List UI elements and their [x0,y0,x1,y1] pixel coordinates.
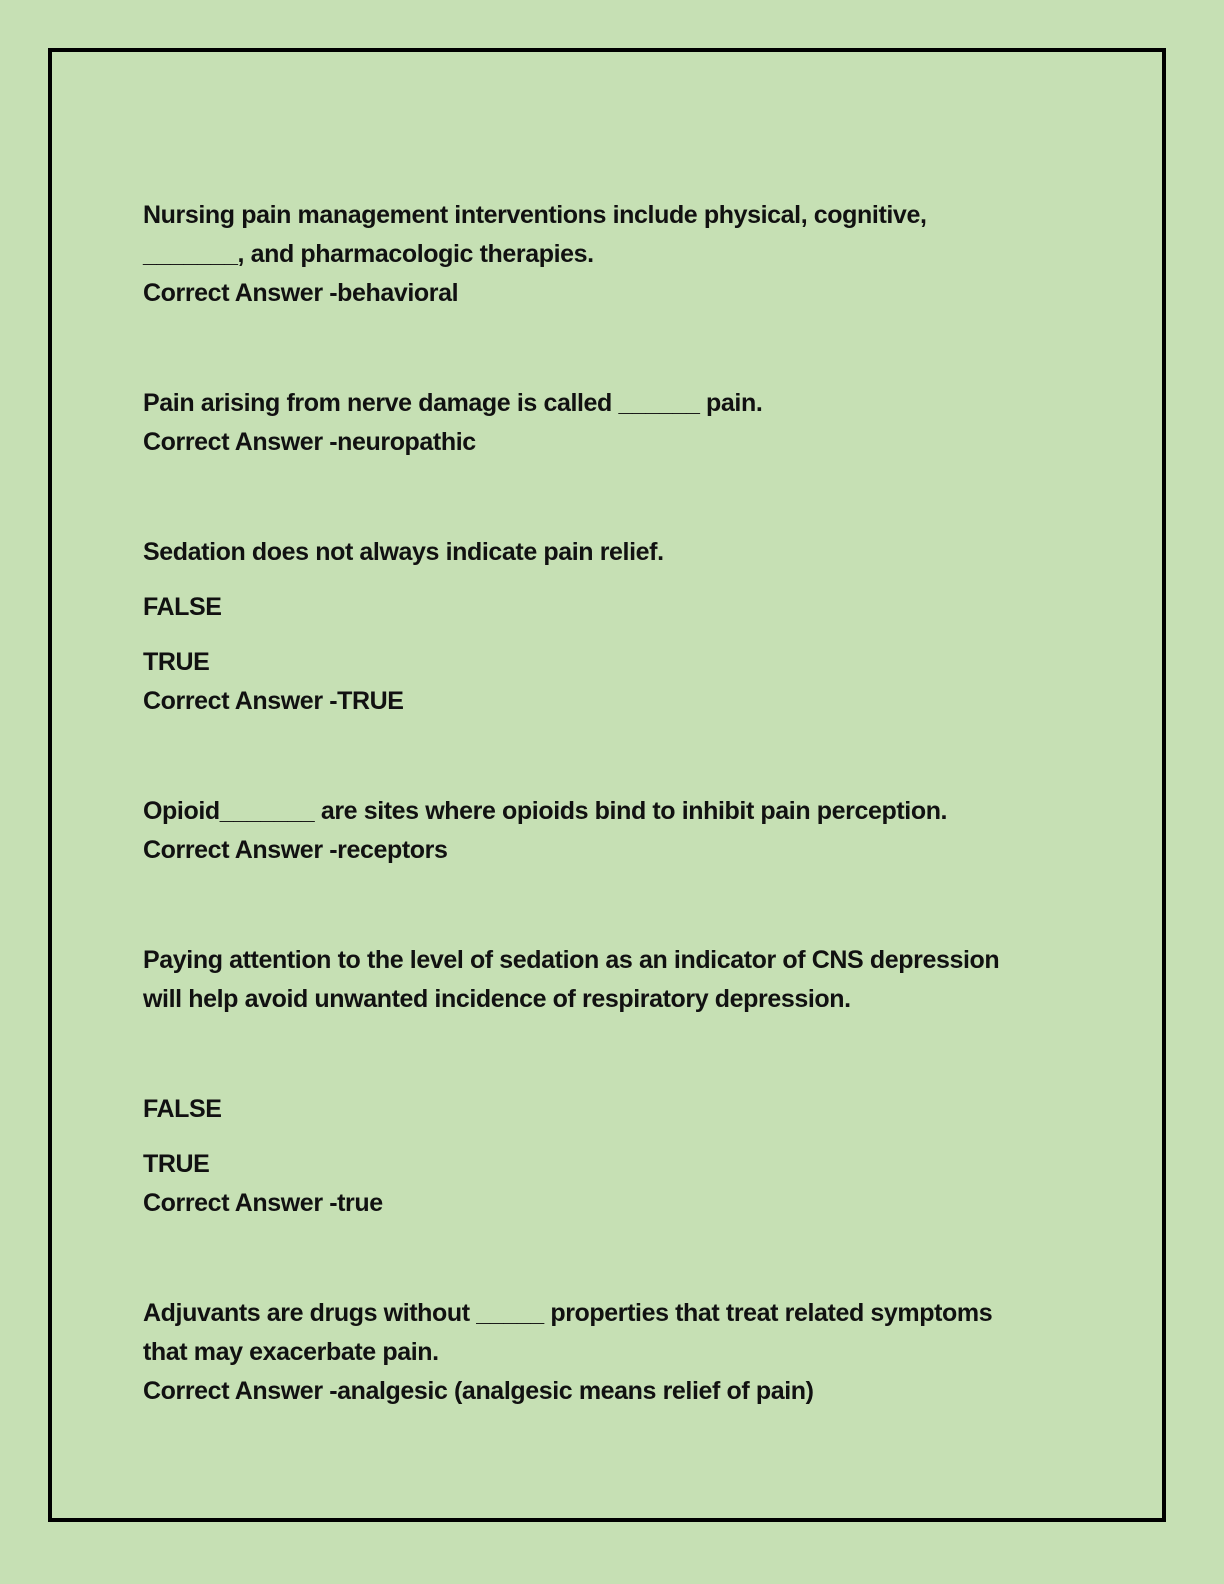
question-5-option-false [143,1090,1063,1129]
question-6-line-1: Adjuvants are drugs without _____ properties that treat related symptoms [143,1299,993,1327]
question-4-line-1: Opioid_______ are sites where opioids bind to inhibit pain perception. [143,797,948,825]
option-false-label: FALSE [143,593,222,621]
question-4 [143,792,1063,870]
question-2-answer: Correct Answer -neuropathic [143,428,476,456]
question-2 [143,384,1063,462]
question-1 [143,196,1063,313]
question-2-line-1: Pain arising from nerve damage is called ______ pain. [143,389,763,417]
question-3-line-1: Sedation does not always indicate pain relief. [143,538,664,566]
question-6-answer: Correct Answer -analgesic (analgesic means relief of pain) [143,1377,814,1405]
question-3-answer: Correct Answer -TRUE [143,687,404,715]
option-false-label: FALSE [143,1095,222,1123]
question-6-line-2: that may exacerbate pain. [143,1338,439,1366]
question-3-option-true-answer [143,643,1063,721]
question-4-answer: Correct Answer -receptors [143,836,448,864]
option-true-label: TRUE [143,648,210,676]
option-true-label: TRUE [143,1150,210,1178]
question-3-option-false [143,588,1063,627]
question-6 [143,1294,1063,1411]
question-1-answer: Correct Answer -behavioral [143,279,459,307]
question-3-text [143,533,1063,572]
question-1-line-2: _______, and pharmacologic therapies. [143,240,594,268]
question-5-line-1: Paying attention to the level of sedation as an indicator of CNS depression [143,946,1000,974]
question-5-option-true-answer [143,1145,1063,1223]
question-5-answer: Correct Answer -true [143,1189,383,1217]
question-5-text [143,941,1063,1019]
question-1-line-1: Nursing pain management interventions include physical, cognitive, [143,201,927,229]
question-5-line-2: will help avoid unwanted incidence of respiratory depression. [143,985,851,1013]
